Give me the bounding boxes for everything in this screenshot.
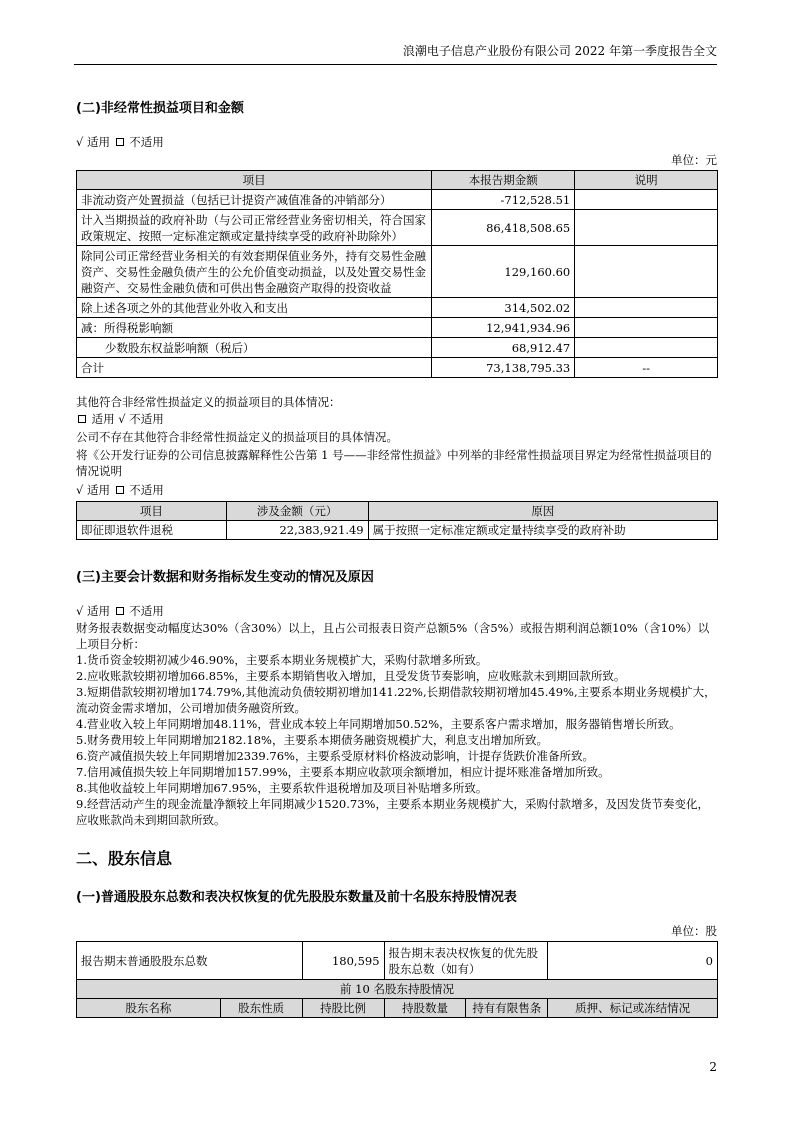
report-title: 浪潮电子信息产业股份有限公司 2022 年第一季度报告全文 xyxy=(402,44,717,58)
analysis-item: 3.短期借款较期初增加174.79%,其他流动负债较期初增加141.22%,长期借款较期初增加45.49%,主要系本期业务规模扩大，流动资金需求增加，公司增加债务融资所致。 xyxy=(76,685,716,715)
column-header: 持有有限售条 xyxy=(466,999,548,1018)
row-item: 非流动资产处置损益（包括已计提资产减值准备的冲销部分） xyxy=(77,190,432,210)
column-header: 原因 xyxy=(368,502,717,521)
not-applicable-label: 适用 √ 不适用 xyxy=(91,412,164,426)
column-header: 质押、标记或冻结情况 xyxy=(548,999,718,1018)
applicable-check: √ 适用 xyxy=(76,135,110,149)
table-row xyxy=(77,246,718,298)
row-item: 除同公司正常经营业务相关的有效套期保值业务外，持有交易性金融资产、交易性金融负债产生的公允价值变动损益，以及处置交易性金融资产、交易性金融负债和可供出售金融资产取得的投资收益 xyxy=(77,246,432,298)
not-applicable-label: 不适用 xyxy=(129,604,164,618)
analysis-intro: 财务报表数据变动幅度达30%（含30%）以上，且占公司报表日资产总额5%（含5%）或报告期利润总额10%（含10%）以上项目分析： xyxy=(76,621,710,651)
checkbox-icon xyxy=(116,607,124,615)
analysis-item: 1.货币资金较期初减少46.90%，主要系本期业务规模扩大，采购付款增多所致。 xyxy=(76,653,488,667)
not-applicable-label: 不适用 xyxy=(129,135,164,149)
total-shareholders-label: 报告期末普通股股东总数 xyxy=(77,942,303,980)
checkbox-icon xyxy=(116,138,124,146)
analysis-item: 5.财务费用较上年同期增加2182.18%，主要系本期债务融资规模扩大，利息支出增加所致。 xyxy=(76,733,548,747)
row-note xyxy=(575,246,718,298)
column-header: 涉及金额（元） xyxy=(226,502,368,521)
table-row xyxy=(77,942,718,980)
column-header: 本报告期金额 xyxy=(432,171,575,190)
preferred-shareholders-label: 报告期末表决权恢复的优先股股东总数（如有） xyxy=(384,942,548,980)
row-amount: 22,383,921.49 xyxy=(226,521,368,540)
row-item: 减：所得税影响额 xyxy=(77,318,432,338)
reclassification-note: 将《公开发行证券的公司信息披露解释性公告第 1 号——非经常性损益》中列举的非经常性损益项目界定为经常性损益项目的情况说明 xyxy=(76,448,712,478)
not-applicable-line xyxy=(76,411,164,427)
page-number: 2 xyxy=(709,1060,717,1074)
other-items-line: 其他符合非经常性损益定义的损益项目的具体情况： xyxy=(76,395,341,409)
table-row xyxy=(77,521,718,540)
column-header: 项目 xyxy=(77,502,227,521)
page-header xyxy=(74,40,717,65)
not-applicable-label: 不适用 xyxy=(129,483,164,497)
reclassified-items-table xyxy=(76,501,718,540)
column-header: 股东性质 xyxy=(220,999,302,1018)
table-row xyxy=(77,298,718,318)
row-note xyxy=(575,338,718,358)
changes-analysis xyxy=(76,620,718,828)
no-other-items-line: 公司不存在其他符合非经常性损益定义的损益项目的具体情况。 xyxy=(76,430,398,444)
column-header: 说明 xyxy=(575,171,718,190)
row-item: 除上述各项之外的其他营业外收入和支出 xyxy=(77,298,432,318)
top10-label: 前 10 名股东持股情况 xyxy=(77,980,718,999)
row-note xyxy=(575,190,718,210)
column-header: 股东名称 xyxy=(77,999,221,1018)
checkbox-icon xyxy=(78,415,86,423)
row-amount: 86,418,508.65 xyxy=(432,210,575,246)
preferred-shareholders-value: 0 xyxy=(548,942,718,980)
row-item: 计入当期损益的政府补助（与公司正常经营业务密切相关，符合国家政策规定、按照一定标准定额或定量持续享受的政府补助除外） xyxy=(77,210,432,246)
shareholder-table xyxy=(76,941,718,1018)
row-note xyxy=(575,298,718,318)
unit-label-shares: 单位：股 xyxy=(671,924,717,938)
applicable-check: √ 适用 xyxy=(76,604,110,618)
column-header: 持股数量 xyxy=(384,999,466,1018)
applicable-check: √ 适用 xyxy=(76,483,110,497)
table-row xyxy=(77,210,718,246)
non-recurring-table xyxy=(76,170,718,378)
section-heading-non-recurring: (二)非经常性损益项目和金额 xyxy=(76,101,244,116)
analysis-item: 4.营业收入较上年同期增加48.11%，营业成本较上年同期增加50.52%，主要系客户需求增加，服务器销售增长所致。 xyxy=(76,717,681,731)
row-note xyxy=(575,318,718,338)
table-header-row xyxy=(77,171,718,190)
analysis-item: 8.其他收益较上年同期增加67.95%，主要系软件退税增加及项目补贴增多所致。 xyxy=(76,781,488,795)
checkbox-icon xyxy=(116,486,124,494)
applicable-line-2 xyxy=(76,482,164,498)
row-note xyxy=(575,210,718,246)
analysis-item: 6.资产减值损失较上年同期增加2339.76%，主要系受原材料价格波动影响，计提存货跌价准备所致。 xyxy=(76,749,594,763)
total-shareholders-value: 180,595 xyxy=(302,942,384,980)
row-amount: 129,160.60 xyxy=(432,246,575,298)
table-row xyxy=(77,358,718,378)
applicable-line xyxy=(76,134,164,150)
row-item: 合计 xyxy=(77,358,432,378)
table-row xyxy=(77,190,718,210)
row-amount: 12,941,934.96 xyxy=(432,318,575,338)
row-amount: 68,912.47 xyxy=(432,338,575,358)
analysis-item: 7.信用减值损失较上年同期增加157.99%，主要系本期应收款项余额增加，相应计提坏账准备增加所致。 xyxy=(76,765,610,779)
row-note: -- xyxy=(575,358,718,378)
row-amount: 314,502.02 xyxy=(432,298,575,318)
section-heading-changes: (三)主要会计数据和财务指标发生变动的情况及原因 xyxy=(76,570,374,585)
row-reason: 属于按照一定标准定额或定量持续享受的政府补助 xyxy=(368,521,717,540)
table-row xyxy=(77,338,718,358)
row-amount: 73,138,795.33 xyxy=(432,358,575,378)
row-item: 少数股东权益影响额（税后） xyxy=(77,338,432,358)
part-heading-shareholders: 二、股东信息 xyxy=(76,849,173,868)
analysis-item: 2.应收账款较期初增加66.85%，主要系本期销售收入增加，且受发货节奏影响，应收账款未到期回款所致。 xyxy=(76,669,626,683)
analysis-item: 9.经营活动产生的现金流量净额较上年同期减少1520.73%，主要系本期业务规模扩大，采购付款增多，及因发货节奏变化，应收账款尚未到期回款所致。 xyxy=(76,797,709,827)
table-row xyxy=(77,318,718,338)
unit-label: 单位：元 xyxy=(671,153,717,167)
applicable-line-3 xyxy=(76,603,164,619)
table-header-row xyxy=(77,502,718,521)
column-header: 项目 xyxy=(77,171,432,190)
table-row xyxy=(77,980,718,999)
column-header: 持股比例 xyxy=(302,999,384,1018)
section-heading-shareholders: (一)普通股股东总数和表决权恢复的优先股股东数量及前十名股东持股情况表 xyxy=(76,890,517,905)
row-amount: -712,528.51 xyxy=(432,190,575,210)
row-item: 即征即退软件退税 xyxy=(77,521,227,540)
table-header-row xyxy=(77,999,718,1018)
